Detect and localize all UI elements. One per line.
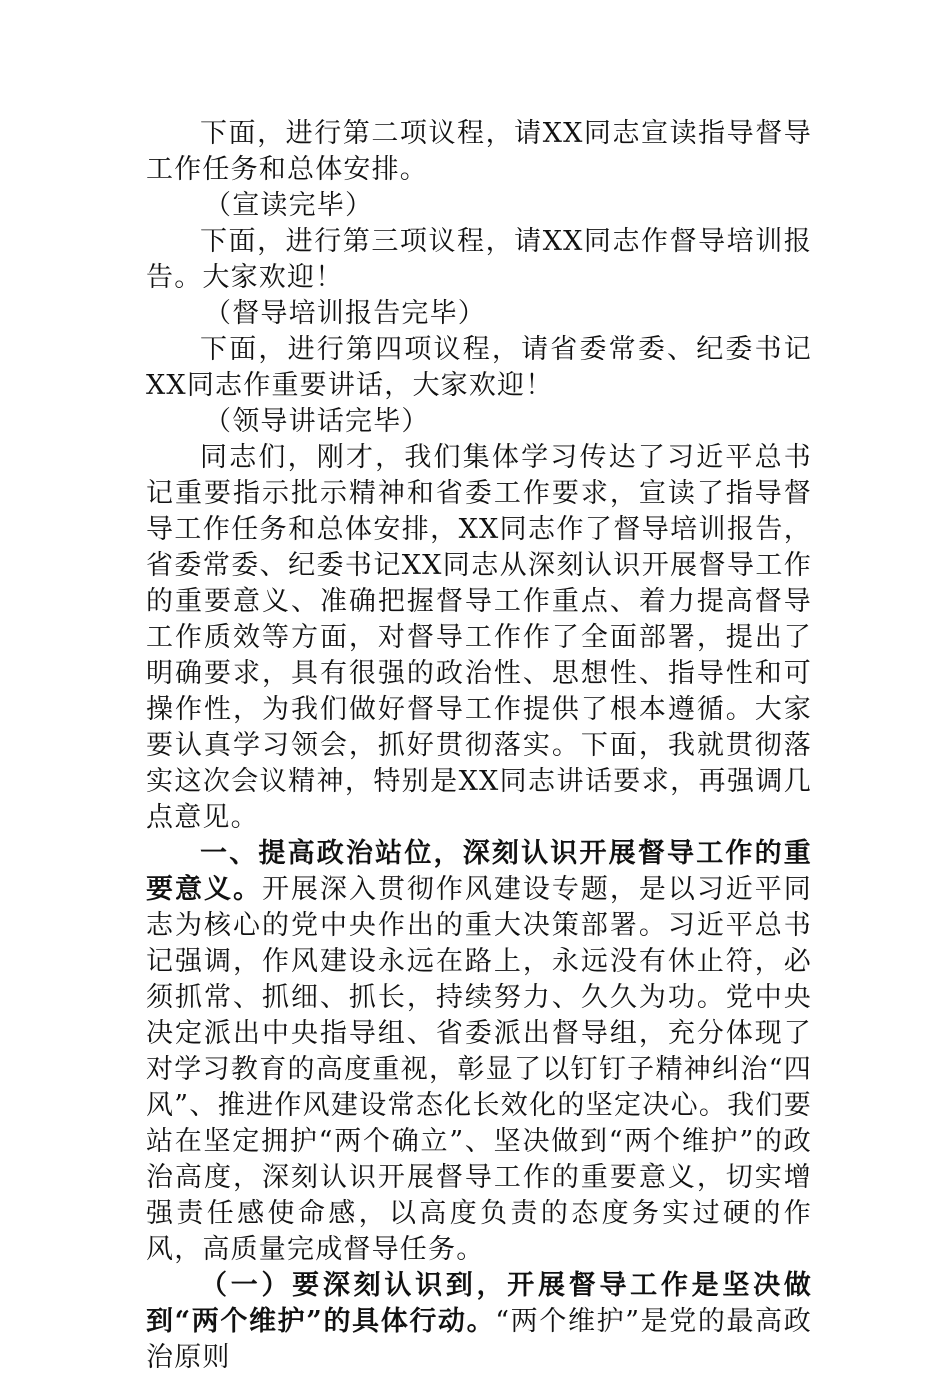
section-1	[146, 836, 812, 1268]
paragraph-agenda-3: 下面，进行第三项议程，请XX同志作督导培训报告。大家欢迎！	[146, 226, 812, 293]
section-1-body: 开展深入贯彻作风建设专题，是以习近平同志为核心的党中央作出的重大决策部署。习近平总书记强调，作风建设永远在路上，永远没有休止符，必须抓常、抓细、抓长，持续努力、久久为功。党中央决定派出中央指导组、省委派出督导组，充分体现了对学习教育的高度重视，彰显了以钉钉子精神纠治“四风”、推进作风建设常态化长效化的坚定决心。我们要站在坚定拥护“两个确立”、坚决做到“两个维护”的政治高度，深刻认识开展督导工作的重要意义，切实增强责任感使命感，以高度负责的态度务实过硬的作风，高质量完成督导任务。	[146, 874, 812, 1265]
subsection-1	[146, 1268, 812, 1376]
note-speech-finished: （领导讲话完毕）	[204, 406, 430, 437]
subsection-1-body: “两个维护”是党的最高政治原则	[146, 1306, 812, 1373]
note-report-finished: （督导培训报告完毕）	[204, 298, 486, 329]
subsection-1-heading: （一）要深刻认识到，开展督导工作是坚决做到“两个维护”的具体行动。	[146, 1270, 812, 1337]
section-1-heading: 一、提高政治站位，深刻认识开展督导工作的重要意义。	[146, 838, 812, 905]
note-reading-finished: （宣读完毕）	[204, 190, 374, 221]
paragraph-agenda-4: 下面，进行第四项议程，请省委常委、纪委书记XX同志作重要讲话，大家欢迎！	[146, 334, 812, 401]
paragraph-summary: 同志们，刚才，我们集体学习传达了习近平总书记重要指示批示精神和省委工作要求，宣读了指导督导工作任务和总体安排，XX同志作了督导培训报告，省委常委、纪委书记XX同志从深刻认识开展督导工作的重要意义、准确把握督导工作重点、着力提高督导工作质效等方面，对督导工作作了全面部署，提出了明确要求，具有很强的政治性、思想性、指导性和可操作性，为我们做好督导工作提供了根本遵循。大家要认真学习领会，抓好贯彻落实。下面，我就贯彻落实这次会议精神，特别是XX同志讲话要求，再强调几点意见。	[146, 442, 812, 833]
document-page	[146, 116, 812, 1376]
paragraph-agenda-2: 下面，进行第二项议程，请XX同志宣读指导督导工作任务和总体安排。	[146, 118, 812, 185]
